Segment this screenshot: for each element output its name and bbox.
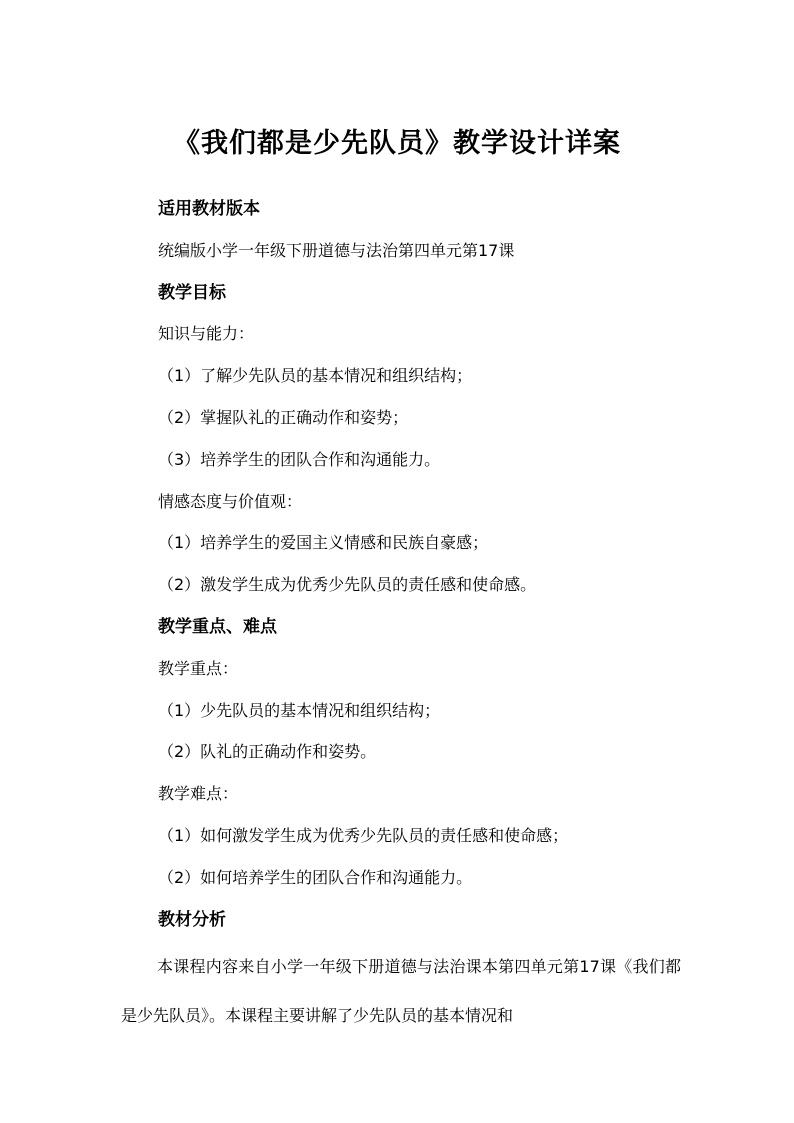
document-body	[158, 196, 678, 948]
knowledge-item: （2）掌握队礼的正确动作和姿势；	[158, 407, 409, 427]
version-text: 统编版小学一年级下册道德与法治第四单元第17课	[158, 240, 515, 260]
section-heading-version: 适用教材版本	[158, 199, 260, 219]
knowledge-item: （3）培养学生的团队合作和沟通能力。	[158, 449, 441, 469]
key-item: （2）队礼的正确动作和姿势。	[158, 742, 377, 762]
difficult-label: 教学难点：	[158, 784, 239, 804]
key-item: （1）少先队员的基本情况和组织结构；	[158, 700, 441, 720]
section-heading-key-points: 教学重点、难点	[158, 616, 277, 637]
knowledge-label: 知识与能力：	[158, 324, 255, 344]
section-heading-analysis: 教材分析	[158, 909, 226, 930]
difficult-item: （2）如何培养学生的团队合作和沟通能力。	[158, 867, 473, 887]
section-heading-goals: 教学目标	[158, 282, 226, 303]
emotion-label: 情感态度与价值观：	[158, 491, 303, 511]
knowledge-item: （1）了解少先队员的基本情况和组织结构；	[158, 366, 473, 386]
analysis-paragraph: 本课程内容来自小学一年级下册道德与法治课本第四单元第17课《我们都是少先队员》。本课程主要讲解了少先队员的基本情况和	[121, 957, 681, 1025]
emotion-item: （2）激发学生成为优秀少先队员的责任感和使命感。	[158, 575, 537, 595]
document-title: 《我们都是少先队员》教学设计详案	[173, 128, 621, 159]
emotion-item: （1）培养学生的爱国主义情感和民族自豪感；	[158, 533, 489, 553]
difficult-item: （1）如何激发学生成为优秀少先队员的责任感和使命感；	[158, 825, 569, 845]
key-label: 教学重点：	[158, 658, 239, 678]
